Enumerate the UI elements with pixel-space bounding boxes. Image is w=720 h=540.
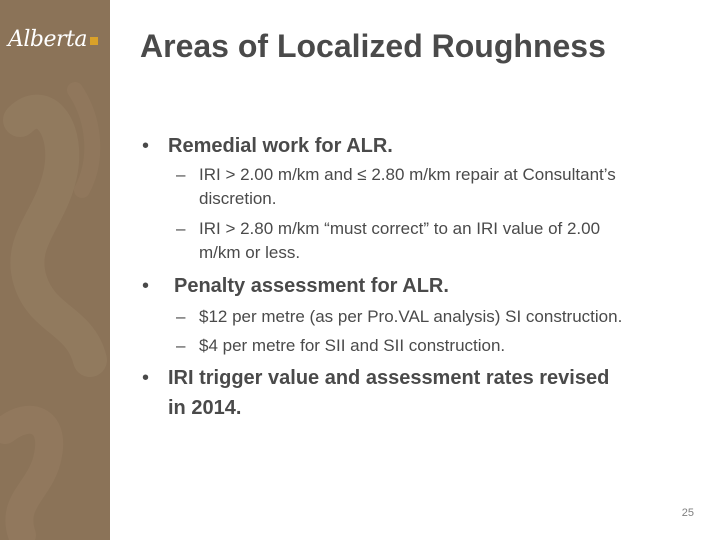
page-number: 25 xyxy=(681,507,694,519)
slide-title: Areas of Localized Roughness xyxy=(140,28,606,64)
bullet-remedial-work: Remedial work for ALR. xyxy=(168,135,393,157)
bullet-marker: • xyxy=(142,275,150,297)
sub-bullet-marker: – xyxy=(176,219,186,238)
sub-bullet-marker: – xyxy=(176,307,186,326)
bullet-iri-trigger-line-2: in 2014. xyxy=(168,397,242,419)
sub-bullet-marker: – xyxy=(176,165,186,184)
sub-bullet-iri-repair-line-2: discretion. xyxy=(199,189,277,208)
bullet-penalty-assessment: Penalty assessment for ALR. xyxy=(174,275,449,297)
sub-bullet-iri-must-correct-line-1: IRI > 2.80 m/km “must correct” to an IRI value of 2.00 xyxy=(199,219,601,238)
sub-bullet-iri-repair-line-1: IRI > 2.00 m/km and ≤ 2.80 m/km repair at Consultant’s xyxy=(199,165,616,184)
logo-wordmark: Alberta xyxy=(8,27,87,52)
sub-bullet-si-construction: $12 per metre (as per Pro.VAL analysis) SI construction. xyxy=(199,307,623,326)
sub-bullet-marker: – xyxy=(176,336,186,355)
bullet-marker: • xyxy=(142,135,150,157)
sub-bullet-iri-must-correct-line-2: m/km or less. xyxy=(199,243,301,262)
bullet-iri-trigger-line-1: IRI trigger value and assessment rates revised xyxy=(168,367,610,389)
sub-bullet-sii-construction: $4 per metre for SII and SII construction. xyxy=(199,336,506,355)
bullet-marker: • xyxy=(142,367,150,389)
